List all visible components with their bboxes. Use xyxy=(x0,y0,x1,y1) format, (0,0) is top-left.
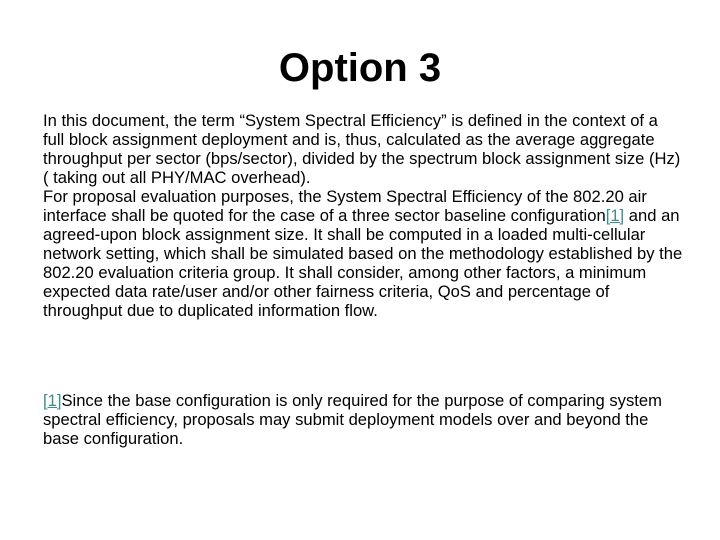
footnote-text: Since the base configuration is only required for the purpose of comparing system spectral efficiency, proposals may submit deployment models over and beyond the base configuration. xyxy=(43,391,662,448)
definition-paragraph: In this document, the term “System Spectral Efficiency” is defined in the context of a full block assignment deployment and is, thus, calculated as the average aggregate throughput per sector (bps/sector), divided by the spectrum block assignment size (Hz)( taking out all PHY/MAC overhead). xyxy=(43,111,681,187)
evaluation-paragraph xyxy=(43,187,683,320)
evaluation-text-after-ref: and an agreed-upon block assignment size. It shall be computed in a loaded multi-cellular network setting, which shall be simulated based on the methodology established by the 802.20 evaluation criteria group. It shall consider, among other factors, a minimum expected data rate/user and/or other fairness criteria, QoS and percentage of throughput due to duplicated information flow. xyxy=(43,206,683,320)
slide-body xyxy=(43,111,683,320)
slide-title: Option 3 xyxy=(278,46,442,90)
evaluation-text-before-ref: For proposal evaluation purposes, the System Spectral Efficiency of the 802.20 air interface shall be quoted for the case of a three sector baseline configuration xyxy=(43,187,647,225)
footnote-anchor-link[interactable]: [1] xyxy=(43,391,62,410)
footnote xyxy=(43,391,683,448)
footnote-reference-link[interactable]: [1] xyxy=(605,206,625,225)
